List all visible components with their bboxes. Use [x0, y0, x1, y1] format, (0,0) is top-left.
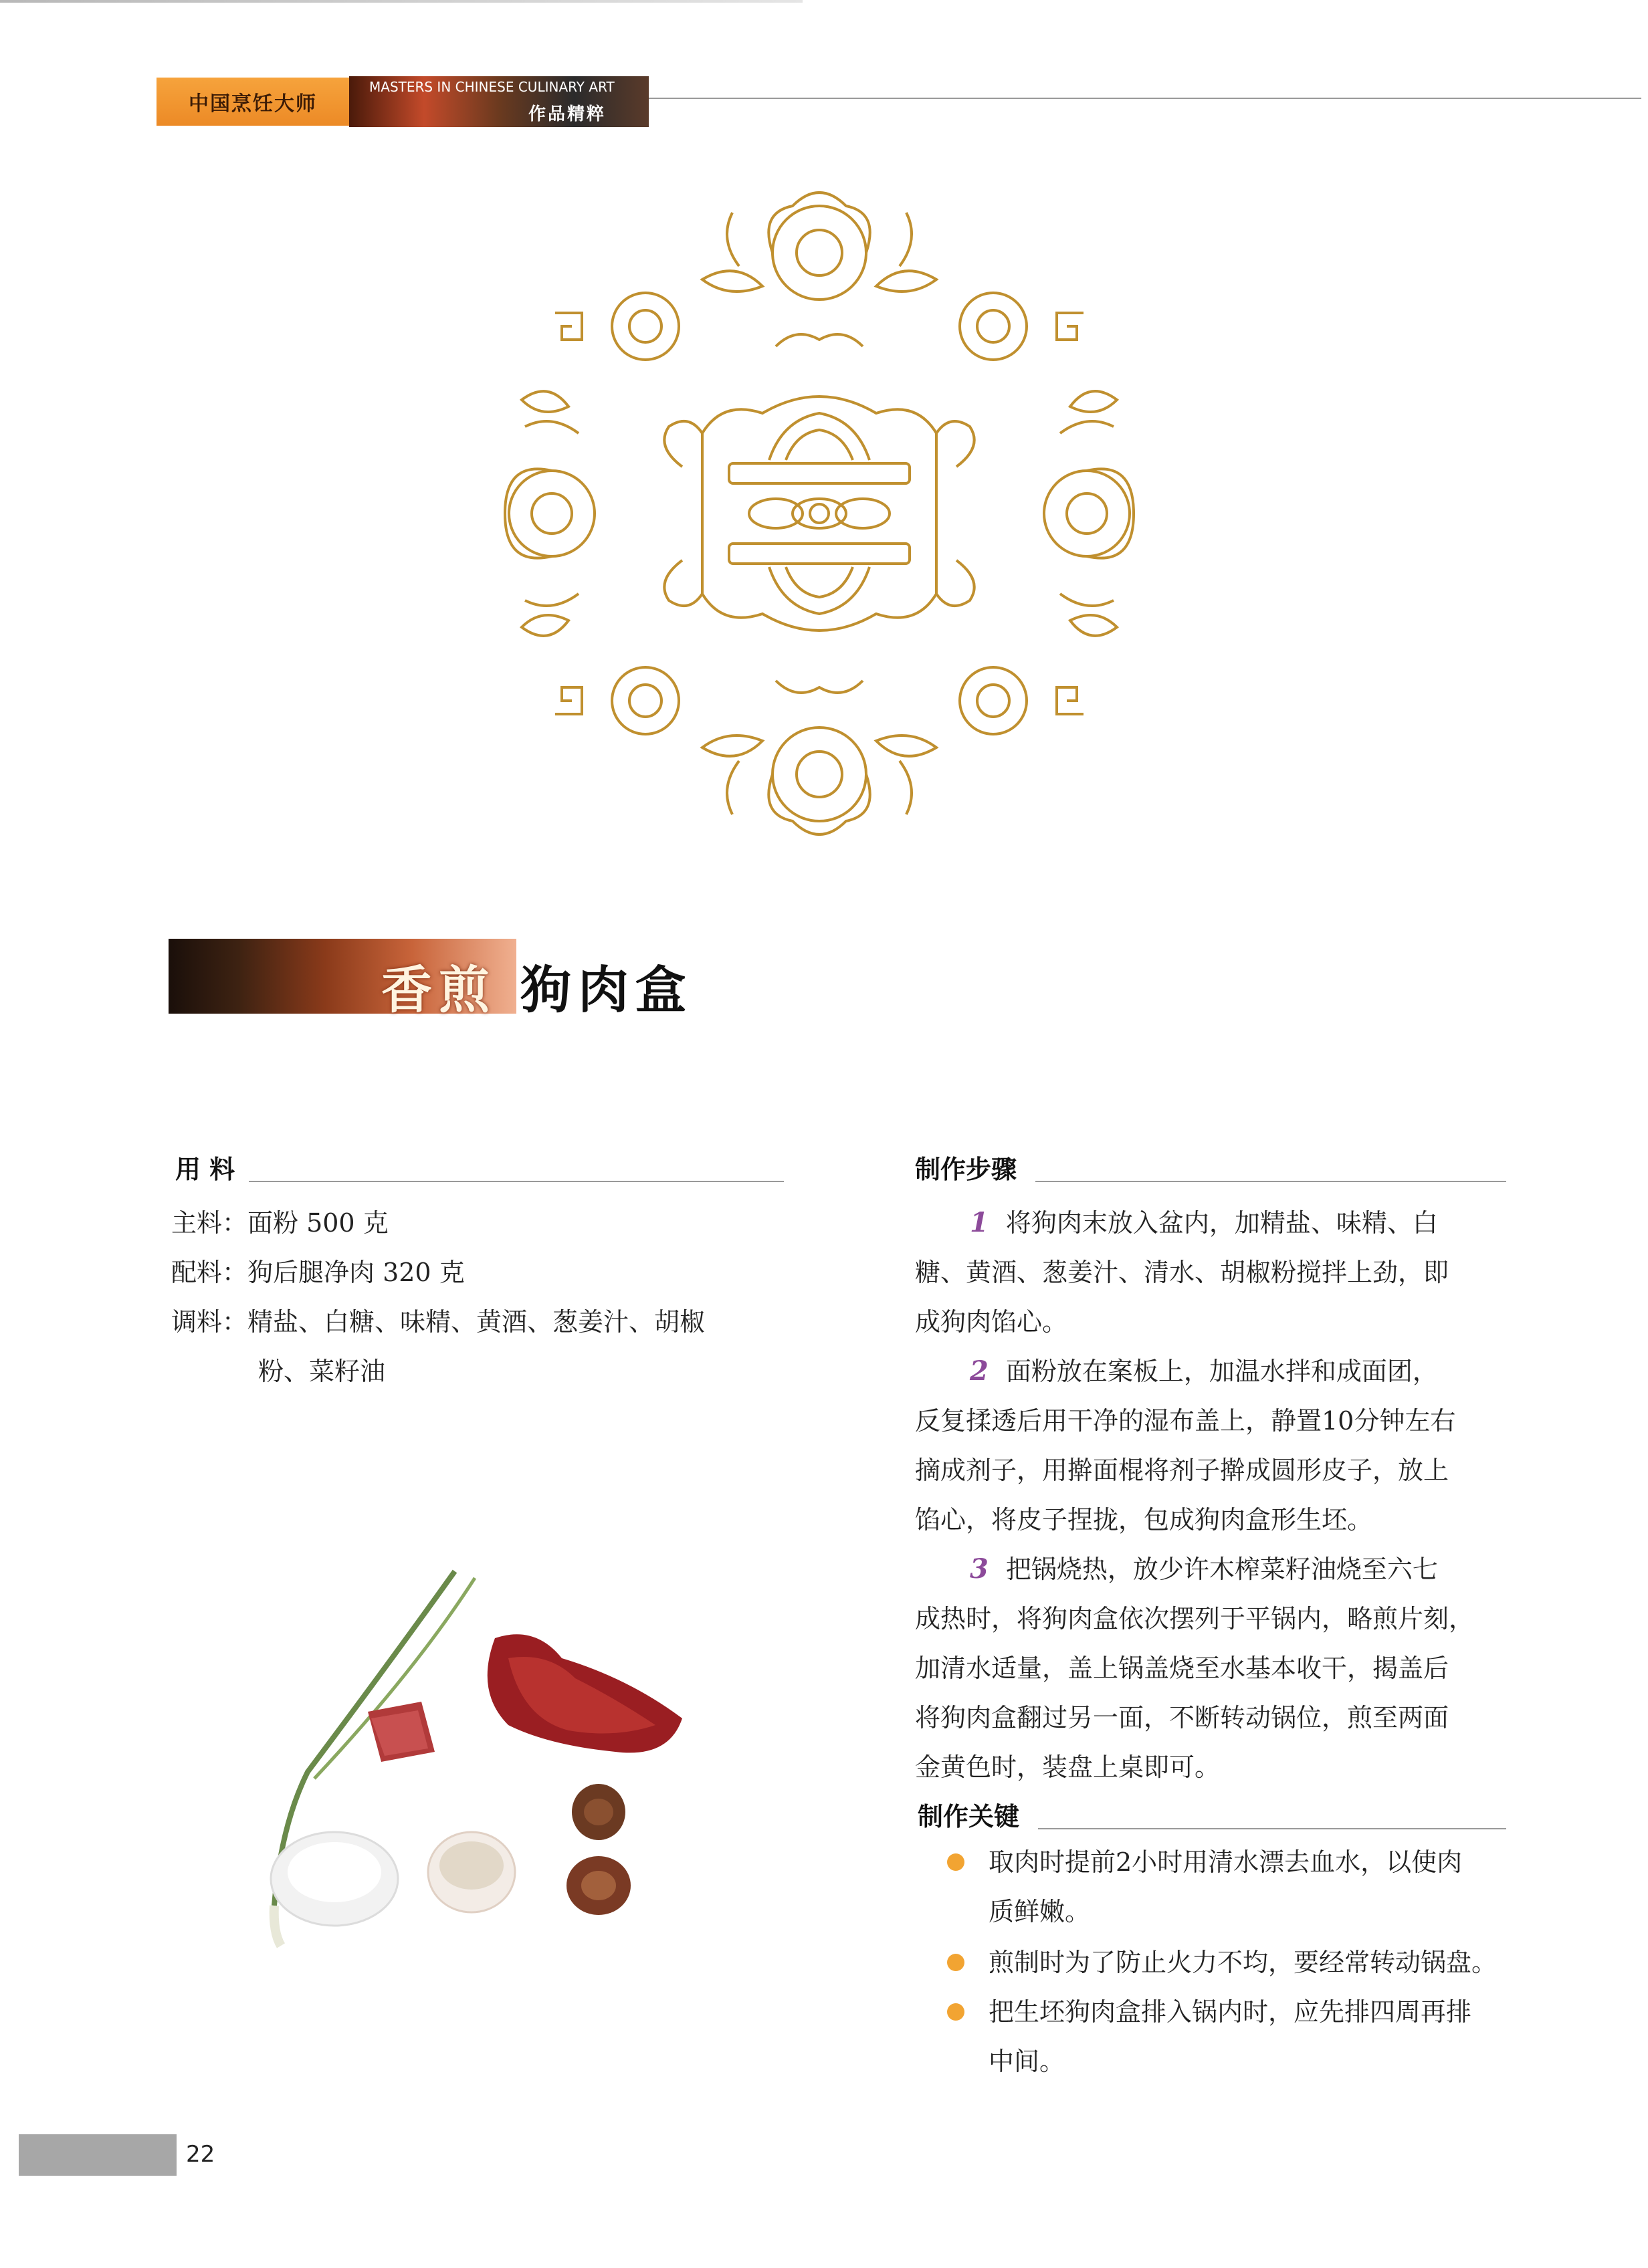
step-2: 2 面粉放在案板上，加温水拌和成面团， 反复揉透后用干净的湿布盖上，静置10分钟左右 摘成剂子，用擀面棍将剂子擀成圆形皮子，放上 馅心，将皮子捏拢，包成狗肉盒形生坯。	[915, 1347, 1504, 1545]
ingredients-heading: 用 料	[175, 1155, 235, 1184]
step-number: 3	[970, 1553, 989, 1585]
header-english-title: MASTERS IN CHINESE CULINARY ART	[369, 79, 615, 95]
header-subtitle: 作品精粹	[528, 104, 607, 124]
ingredient-seasoning: 调料：精盐、白糖、味精、黄酒、葱姜汁、胡椒	[171, 1307, 706, 1337]
header-rule	[649, 98, 1641, 99]
dish-title-highlight: 香煎	[381, 960, 496, 1020]
key-point-2: 煎制时为了防止火力不均，要经常转动锅盘。	[989, 1948, 1498, 1977]
bullet-icon	[947, 1954, 964, 1971]
key-point-3: 把生坯狗肉盒排入锅内时，应先排四周再排 中间。	[989, 1997, 1472, 2076]
ingredient-seasoning-cont: 粉、菜籽油	[258, 1357, 386, 1386]
step-number: 1	[970, 1207, 989, 1238]
dish-title: 狗肉盒	[520, 960, 693, 1020]
steps-heading: 制作步骤	[915, 1155, 1017, 1184]
keys-heading: 制作关键	[918, 1802, 1020, 1831]
ingredients-photo	[254, 1558, 696, 1959]
steps-rule	[1035, 1181, 1506, 1182]
bullet-icon	[947, 2003, 964, 2021]
page-number: 22	[186, 2141, 215, 2168]
ingredient-main: 主料：面粉 500 克	[171, 1208, 389, 1238]
top-rule	[0, 0, 803, 3]
step-1: 1 将狗肉末放入盆内，加精盐、味精、白 糖、黄酒、葱姜汁、清水、胡椒粉搅拌上劲，即 成狗肉馅心。	[915, 1198, 1504, 1347]
key-point-1: 取肉时提前2小时用清水漂去血水，以使肉 质鲜嫩。	[989, 1847, 1463, 1926]
ingredient-secondary: 配料：狗后腿净肉 320 克	[171, 1258, 465, 1287]
keys-rule	[1038, 1828, 1506, 1829]
floral-ornament-icon	[482, 179, 1157, 848]
page-number-bar	[19, 2134, 177, 2176]
step-list	[915, 1198, 1504, 1792]
ingredients-rule	[249, 1181, 784, 1182]
step-number: 2	[970, 1355, 989, 1387]
step-3: 3 把锅烧热，放少许木榨菜籽油烧至六七 成热时，将狗肉盒依次摆列于平锅内，略煎片刻， 加清水适量，盖上锅盖烧至水基本收干，揭盖后 将狗肉盒翻过另一面，不断转动锅位，煎至两面 金黄色时，装盘上桌即可。	[915, 1545, 1504, 1792]
bullet-icon	[947, 1853, 964, 1871]
header-badge: 中国烹饪大师	[157, 78, 349, 126]
